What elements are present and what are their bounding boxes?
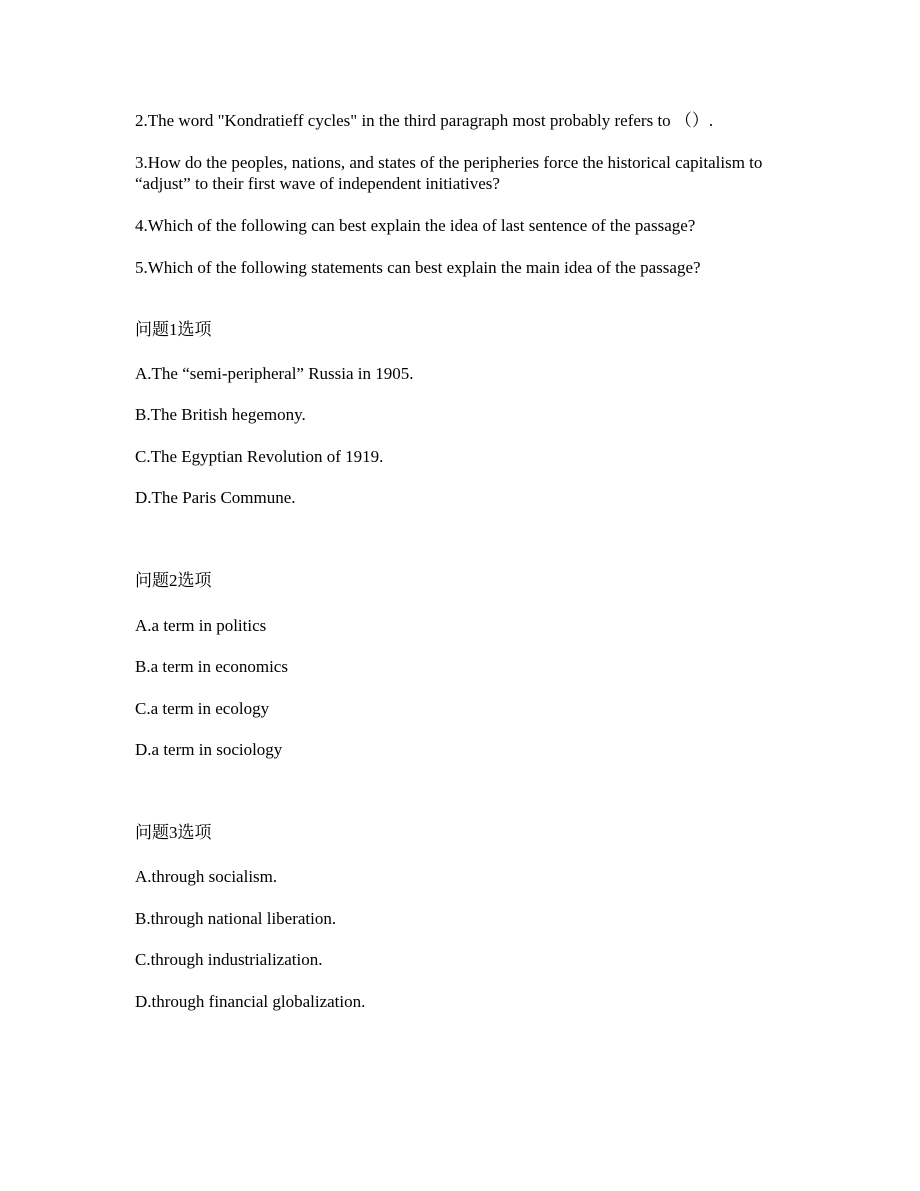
option-group-2-option-a: A.a term in politics: [135, 616, 267, 635]
option-group-3-option-c: C.through industrialization.: [135, 950, 323, 969]
question-4: 4.Which of the following can best explain the idea of last sentence of the passage?: [135, 216, 696, 235]
option-group-2-option-d: D.a term in sociology: [135, 740, 283, 759]
option-group-1-option-c: C.The Egyptian Revolution of 1919.: [135, 447, 384, 466]
question-2: 2.The word "Kondratieff cycles" in the third paragraph most probably refers to （）.: [135, 111, 714, 130]
option-group-2-heading: 问题2选项: [135, 571, 212, 590]
option-group-3-heading: 问题3选项: [135, 823, 212, 842]
option-group-3-option-b: B.through national liberation.: [135, 909, 337, 928]
question-3: 3.How do the peoples, nations, and states of the peripheries force the historical capitalism to “adjust” to their first wave of independent initiatives?: [135, 153, 763, 193]
option-group-1-option-d: D.The Paris Commune.: [135, 488, 296, 507]
option-group-3-option-d: D.through financial globalization.: [135, 992, 366, 1011]
question-5: 5.Which of the following statements can best explain the main idea of the passage?: [135, 258, 701, 277]
option-group-1-option-a: A.The “semi-peripheral” Russia in 1905.: [135, 364, 414, 383]
option-group-3-option-a: A.through socialism.: [135, 867, 278, 886]
option-group-2-option-b: B.a term in economics: [135, 657, 288, 676]
option-group-2-option-c: C.a term in ecology: [135, 699, 270, 718]
option-group-1-heading: 问题1选项: [135, 320, 212, 339]
option-group-1-option-b: B.The British hegemony.: [135, 405, 306, 424]
